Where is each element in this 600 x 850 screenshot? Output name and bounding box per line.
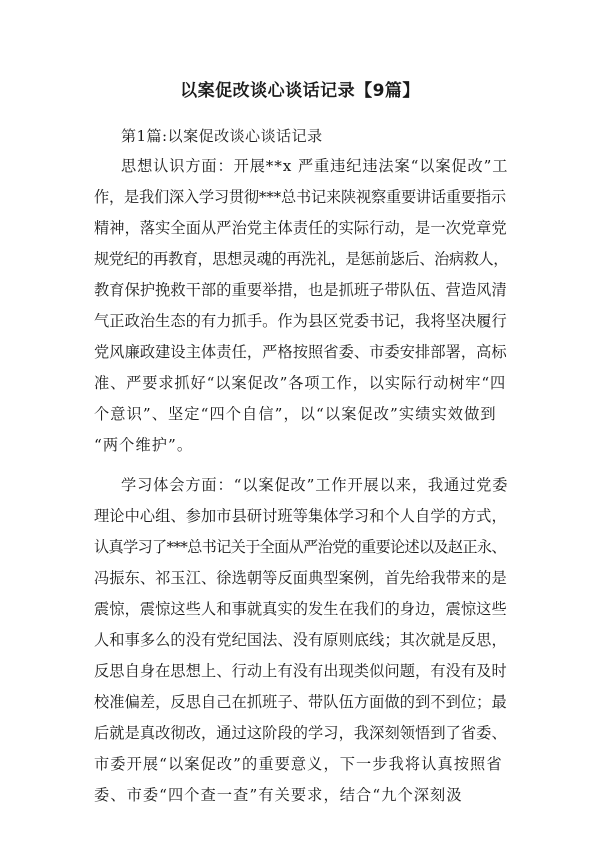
text-line: “两个维护”。 [94,436,194,454]
text-line: 震惊，震惊这些人和事就真实的发生在我们的身边，震惊这些 [94,600,507,618]
text-line: 作，是我们深入学习贯彻***总书记来陕视察重要讲话重要指示 [94,188,506,206]
text-line: 后就是真改彻改，通过这阶段的学习，我深刻领悟到了省委、 [94,724,507,742]
text-line: 冯振东、祁玉江、徐选朝等反面典型案例，首先给我带来的是 [94,569,507,587]
text-line: 个意识”、坚定“四个自信”，以“以案促改”实绩实效做到 [94,405,497,423]
text-line: 反思自身在思想上、行动上有没有出现类似问题，有没有及时 [94,662,507,680]
text-line: 准、严要求抓好“以案促改”各项工作，以实际行动树牢“四 [94,374,507,392]
text-line: 校准偏差，反思自己在抓班子、带队伍方面做的到不到位；最 [94,693,507,711]
text-line: 规党纪的再教育，思想灵魂的再洗礼，是惩前毖后、治病救人， [94,250,509,268]
text-line: 党风廉政建设主体责任，严格按照省委、市委安排部署，高标 [94,343,507,361]
text-line: 人和事多么的没有党纪国法、没有原则底线；其次就是反思， [94,631,507,649]
text-line: 理论中心组、参加市县研讨班等集体学习和个人自学的方式， [94,507,507,525]
text-line: 学习体会方面：“以案促改”工作开展以来，我通过党委 [121,476,509,494]
text-line: 精神，落实全面从严治党主体责任的实际行动，是一次党章党 [94,219,507,237]
text-line: 气正政治生态的有力抓手。作为县区党委书记，我将坚决履行 [94,312,507,330]
text-line: 市委开展“以案促改”的重要意义，下一步我将认真按照省 [94,755,503,773]
text-line: 思想认识方面：开展**x 严重违纪违法案“以案促改”工 [121,157,509,175]
section-heading: 第1篇:以案促改谈心谈话记录 [121,127,323,145]
text-line: 教育保护挽救干部的重要举措，也是抓班子带队伍、营造风清 [94,281,507,299]
text-line: 委、市委“四个查一查”有关要求，结合“九个深刻汲 [94,786,463,804]
text-line: 认真学习了***总书记关于全面从严治党的重要论述以及赵正永、 [94,538,506,556]
page-title: 以案促改谈心谈话记录【9篇】 [180,81,420,101]
